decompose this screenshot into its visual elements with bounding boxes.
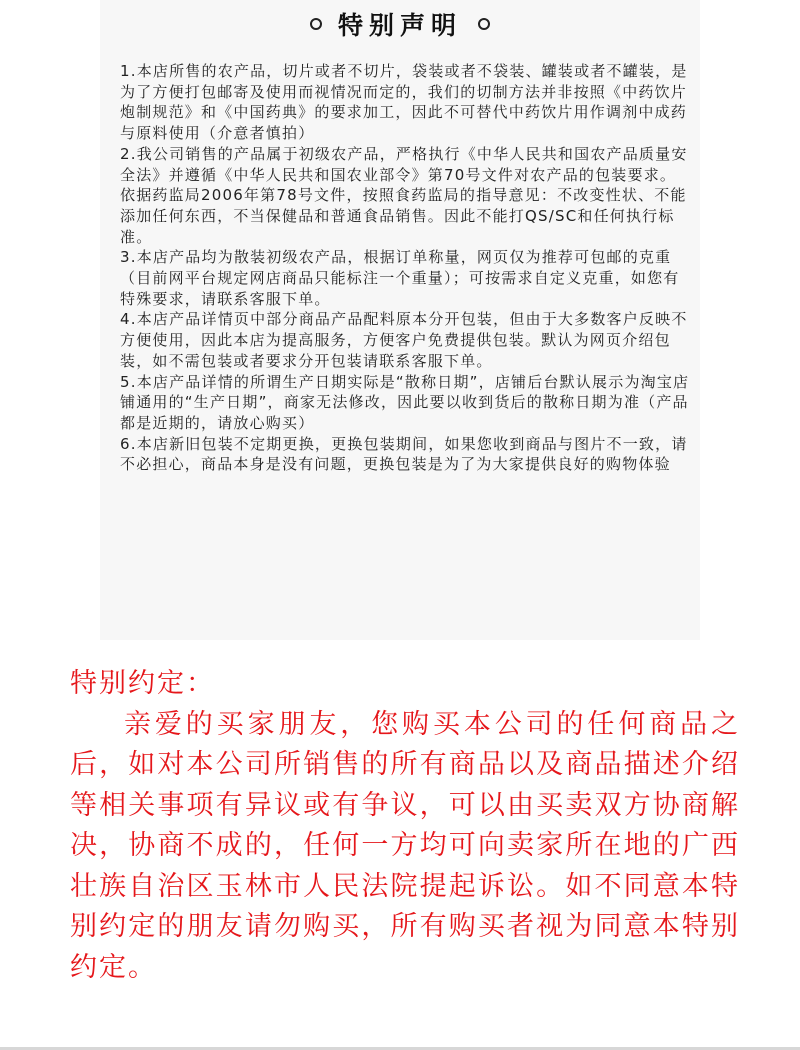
notice-body	[120, 61, 692, 475]
notice-item-2: 2.我公司销售的产品属于初级农产品，严格执行《中华人民共和国农产品质量安全法》并遵循《中华人民共和国农业部令》第70号文件对农产品的包装要求。依据药监局2006年第78号文件，按照食药监局的指导意见：不改变性状、不能添加任何东西，不当保健品和普通食品销售。因此不能打QS/SC和任何执行标准。	[120, 144, 688, 246]
notice-title: 特别声明	[337, 11, 462, 40]
notice-header	[0, 0, 800, 48]
notice-item-6: 6.本店新旧包装不定期更换，更换包装期间，如果您收到商品与图片不一致，请不必担心，商品本身是没有问题，更换包装是为了为大家提供良好的购物体验	[120, 434, 688, 474]
notice-item-4: 4.本店产品详情页中部分商品产品配料原本分开包装，但由于大多数客户反映不方便使用，因此本店为提高服务，方便客户免费提供包装。默认为网页介绍包装，如不需包装或者要求分开包装请联系客服下单。	[120, 310, 688, 370]
agreement-text: 亲爱的买家朋友，您购买本公司的任何商品之后，如对本公司所销售的所有商品以及商品描述介绍等相关事项有异议或有争议，可以由买卖双方协商解决，协商不成的，任何一方均可向卖家所在地的广西壮族自治区玉林市人民法院提起诉讼。如不同意本特别约定的朋友请勿购买，所有购买者视为同意本特别约定。	[70, 708, 740, 983]
notice-item-5: 5.本店产品详情的所谓生产日期实际是“散称日期”，店铺后台默认展示为淘宝店铺通用的“生产日期”，商家无法修改，因此要以收到货后的散称日期为准（产品都是近期的，请放心购买）	[120, 372, 690, 432]
circle-icon	[310, 18, 322, 30]
circle-icon	[478, 18, 490, 30]
notice-item-1: 1.本店所售的农产品，切片或者不切片，袋装或者不袋装、罐装或者不罐装，是为了方便打包邮寄及使用而视情况而定的，我们的切制方法并非按照《中药饮片炮制规范》和《中国药典》的要求加工，因此不可替代中药饮片用作调剂中成药与原料使用（介意者慎拍）	[120, 62, 688, 143]
agreement-title: 特别约定：	[70, 668, 215, 699]
agreement-section	[70, 664, 740, 988]
notice-item-3: 3.本店产品均为散装初级农产品，根据订单称量，网页仅为推荐可包邮的克重（目前网平台规定网店商品只能标注一个重量）；可按需求自定义克重，如您有特殊要求，请联系客服下单。	[120, 248, 680, 308]
